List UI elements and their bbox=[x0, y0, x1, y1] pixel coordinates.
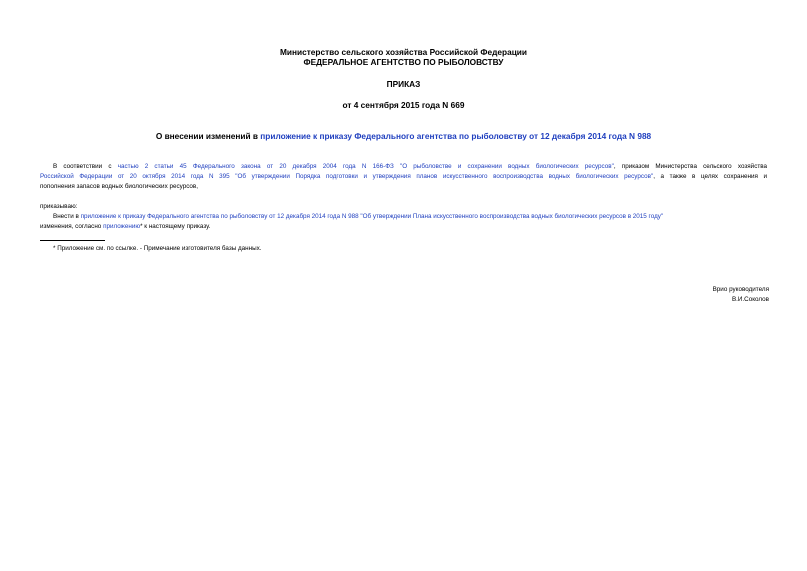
preamble-line-3: пополнения запасов водных биологических ресурсов, bbox=[40, 183, 199, 190]
preamble-line-2 bbox=[40, 172, 767, 182]
preamble-line-1 bbox=[40, 162, 767, 172]
title-link[interactable]: приложение к приказу Федерального агентства по рыболовству от 12 декабря 2014 года N 988 bbox=[260, 131, 652, 141]
clause-line-1 bbox=[53, 212, 663, 222]
ministry-name: Министерство сельского хозяйства Российской Федерации bbox=[280, 47, 527, 57]
clause-line-2 bbox=[40, 222, 210, 232]
law-link[interactable]: частью 2 статьи 45 Федерального закона от 20 декабря 2004 года N 166-ФЗ "О рыболовстве и сохранении водных биологических ресурсов" bbox=[117, 163, 614, 170]
agency-name: ФЕДЕРАЛЬНОЕ АГЕНТСТВО ПО РЫБОЛОВСТВУ bbox=[303, 57, 504, 67]
signatory-position: Врио руководителя bbox=[712, 286, 769, 293]
title-prefix: О внесении изменений в bbox=[155, 131, 261, 141]
appendix-order-link[interactable]: приложение к приказу Федерального агентства по рыболовству от 12 декабря 2014 года N 988 "Об утверждении Плана искусственного воспроизводства водных биологических ресурсов в 2015 году" bbox=[80, 213, 664, 220]
footnote: * Приложение см. по ссылке. - Примечание изготовителя базы данных. bbox=[53, 245, 262, 252]
document-date-number: от 4 сентября 2015 года N 669 bbox=[342, 100, 465, 110]
preamble-text: В соответствии с bbox=[53, 163, 118, 170]
document-type: ПРИКАЗ bbox=[386, 79, 421, 89]
footnote-divider bbox=[40, 240, 105, 241]
signatory-name: В.И.Соколов bbox=[731, 296, 769, 303]
clause-text: * к настоящему приказу. bbox=[140, 223, 211, 230]
document-title bbox=[0, 131, 807, 141]
clause-text: Внести в bbox=[53, 213, 81, 220]
ministry-order-link[interactable]: Российской Федерации от 20 октября 2014 года N 395 "Об утверждении Порядка подготовки и утверждения планов искусственного воспроизводства водных биологических ресурсов" bbox=[40, 173, 654, 180]
appendix-link[interactable]: приложению bbox=[103, 223, 141, 230]
preamble-text: , а также в целях сохранения и bbox=[653, 173, 767, 180]
preamble-text: , приказом Министерства сельского хозяйства bbox=[613, 163, 768, 170]
order-word: приказываю: bbox=[40, 203, 78, 210]
clause-text: изменения, согласно bbox=[40, 223, 104, 230]
